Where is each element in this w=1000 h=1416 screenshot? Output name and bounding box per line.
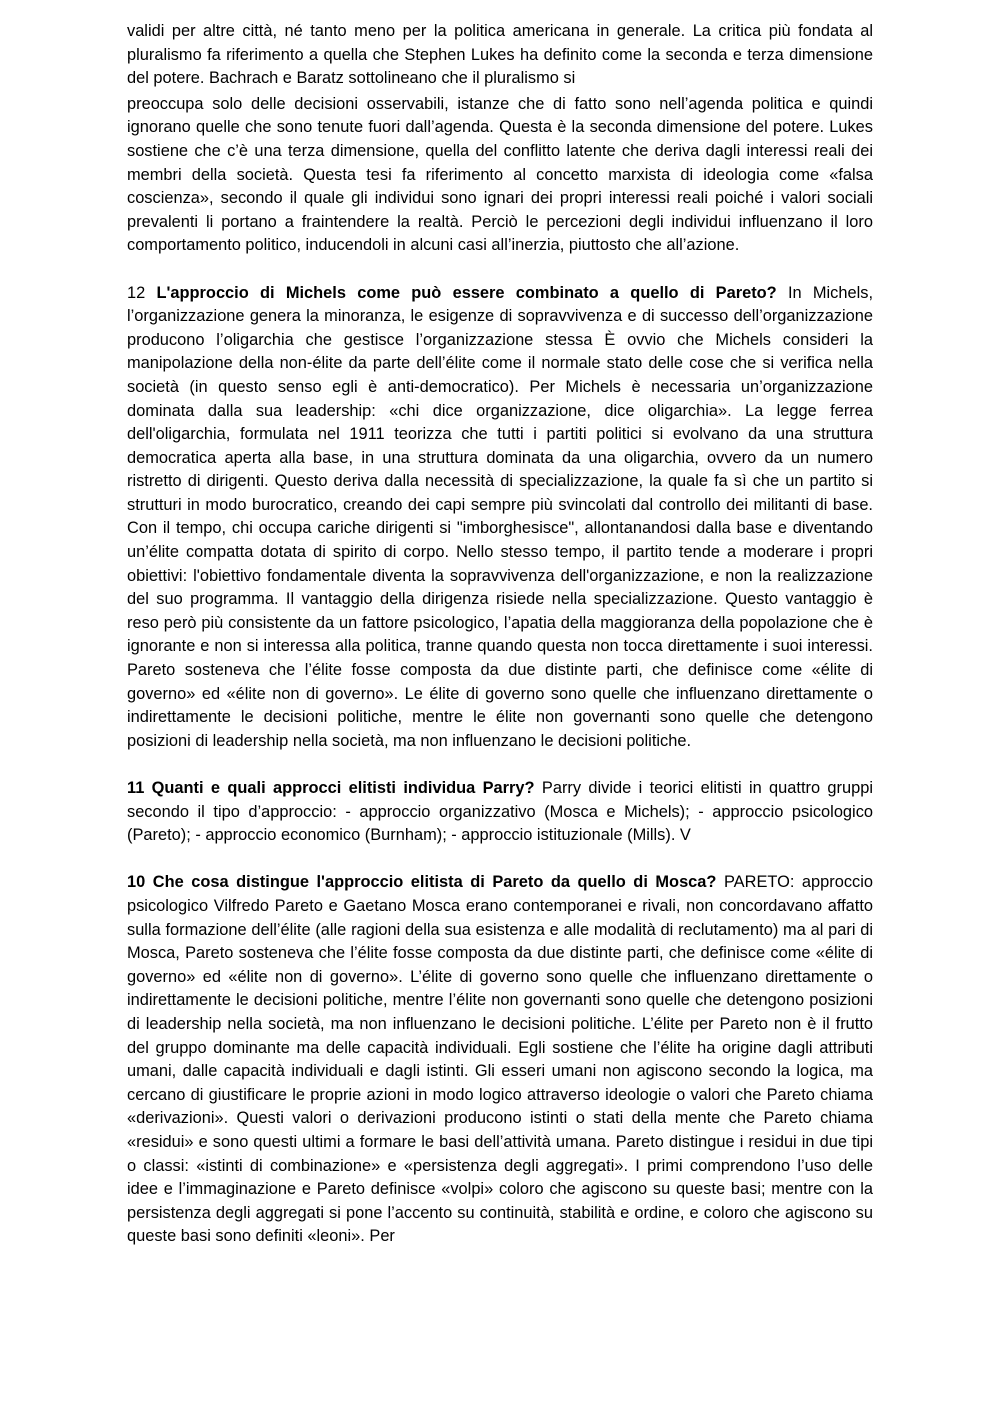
section-answer: Parry divide i teorici elitisti in quattro gruppi secondo il tipo d’approccio: - approccio organizzativo (Mosca e Michels); - approccio psicologico (Pareto); - approccio economico (Burnham); - approccio istituzionale (Mills). V [127, 779, 873, 845]
intro-text: validi per altre città, né tanto meno per la politica americana in generale. La critica più fondata al pluralismo fa riferimento a quella che Stephen Lukes ha definito come la seconda e terza dimensione del potere. Bachrach e Baratz sottolineano che il pluralismo si [127, 22, 873, 88]
intro-continuation-text: preoccupa solo delle decisioni osservabili, istanze che di fatto sono nell’agenda politica e quindi ignorano quelle che sono tenute fuori dall’agenda. Questa è la seconda dimensione del potere. Lukes sostiene che c’è una terza dimensione, quella del conflitto latente che deriva dagli interessi reali dei membri della società. Questa tesi fa riferimento al concetto marxista di ideologia come «falsa coscienza», secondo il quale gli individui sono ignari dei propri interessi reali poiché i valori sociali prevalenti li portano a fraintendere la realtà. Perciò le percezioni degli individui influenzano il loro comportamento politico, inducendoli in alcuni casi all’inerzia, piuttosto che all’azione. [127, 94, 873, 255]
section-question: L'approccio di Michels come può essere combinato a quello di Pareto? [156, 283, 777, 302]
section-12 [127, 282, 873, 754]
section-question: 10 Che cosa distingue l'approccio elitista di Pareto da quello di Mosca? [127, 873, 717, 892]
document-page [127, 20, 873, 1249]
section-11 [127, 777, 873, 848]
intro-continuation-paragraph [127, 93, 873, 258]
intro-paragraph [127, 20, 873, 91]
section-number: 12 [127, 283, 157, 302]
section-10 [127, 871, 873, 1249]
section-answer: PARETO: approccio psicologico Vilfredo Pareto e Gaetano Mosca erano contemporanei e rivali, non concordavano affatto sulla formazione dell’élite (alle ragioni della sua esistenza e alle modalità di reclutamento) ma al pari di Mosca, Pareto sosteneva che l’élite fosse composta da due distinte parti, che definisce come «élite di governo» ed «élite non di governo». L’élite di governo sono quelle che influenzano direttamente o indirettamente le decisioni politiche, mentre l’élite non governanti sono quelle che detengono posizioni di leadership nella società, ma non influenzano le decisioni politiche. L’élite per Pareto non è il frutto del gruppo dominante ma delle capacità individuali. Egli sostiene che l’élite ha origine dagli attributi umani, dalle capacità individuali e dagli istinti. Gli esseri umani non agiscono secondo la logica, ma cercano di giustificare le proprie azioni in modo logico attraverso ideologie o valori che Pareto chiama «derivazioni». Questi valori o derivazioni producono istinti o stati della mente che Pareto chiama «residui» e sono questi ultimi a formare le basi dell’attività umana. Pareto distingue i residui in due tipi o classi: «istinti di combinazione» e «persistenza degli aggregati». I primi comprendono l’uso delle idee e l’immaginazione e Pareto definisce «volpi» coloro che agiscono su queste basi; mentre con la persistenza degli aggregati si pone l’accento su continuità, stabilità e ordine, e coloro che agiscono su queste basi sono definiti «leoni». Per [127, 873, 873, 1246]
section-question: 11 Quanti e quali approcci elitisti individua Parry? [127, 779, 535, 797]
section-answer: In Michels, l’organizzazione genera la minoranza, le esigenze di sopravvivenza e di successo dell’organizzazione producono l’oligarchia che gestisce l’organizzazione stessa È ovvio che Michels consideri la manipolazione della non-élite da parte dell’élite come il normale stato delle cose che si verifica nella società (in questo senso egli è anti-democratico). Per Michels è necessaria un’organizzazione dominata dalla sua leadership: «chi dice organizzazione, dice oligarchia». La legge ferrea dell'oligarchia, formulata nel 1911 teorizza che tutti i partiti politici si evolvano da una struttura democratica aperta alla base, in una struttura dominata da una oligarchia, ovvero da un numero ristretto di dirigenti. Questo deriva dalla necessità di specializzazione, la quale fa sì che un partito si strutturi in modo burocratico, creando dei capi sempre più svincolati dal controllo dei militanti di base. Con il tempo, chi occupa cariche dirigenti si "imborghesisce", allontanandosi dalla base e diventando un’élite compatta dotata di spirito di corpo. Nello stesso tempo, il partito tende a moderare i propri obiettivi: l'obiettivo fondamentale diventa la sopravvivenza dell'organizzazione, e non la realizzazione del suo programma. Il vantaggio della dirigenza risiede nella specializzazione. Questo vantaggio è reso però più consistente da un fattore psicologico, l’apatia della maggioranza della popolazione che è ignorante e non si interessa alla politica, tranne quando questa non tocca direttamente i suoi interessi. Pareto sosteneva che l’élite fosse composta da due distinte parti, che definisce come «élite di governo» ed «élite non di governo». Le élite di governo sono quelle che influenzano direttamente o indirettamente le decisioni politiche, mentre le élite non governanti sono quelle che detengono posizioni di leadership nella società, ma non influenzano le decisioni politiche. [127, 283, 873, 750]
